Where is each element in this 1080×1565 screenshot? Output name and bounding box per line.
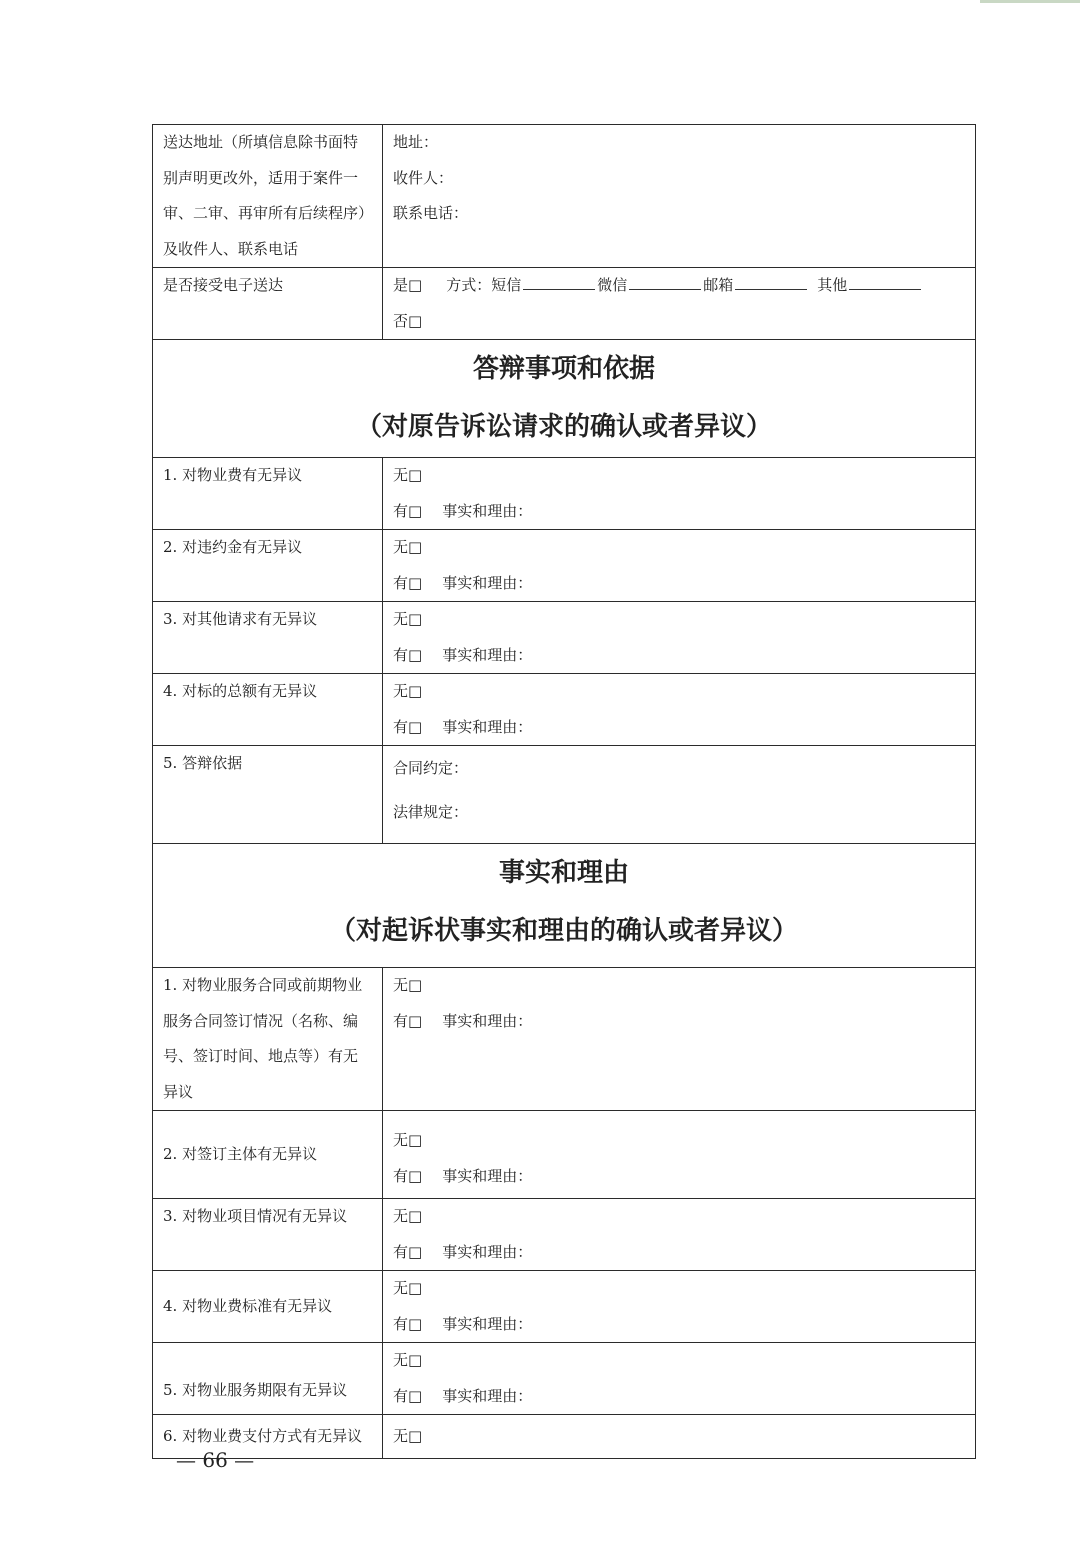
section2-heading-row <box>153 844 976 968</box>
section1-heading-row <box>153 340 976 458</box>
has-objection-checkbox[interactable]: 有□ <box>393 501 423 520</box>
s2-row-5-label: 5. 对物业服务期限有无异议 <box>153 1343 383 1415</box>
has-objection-checkbox[interactable]: 有□ <box>393 1242 423 1261</box>
legal-provision-field[interactable]: 法律规定： <box>393 803 469 821</box>
no-objection-checkbox[interactable]: 无□ <box>393 682 423 700</box>
method-label: 方式： <box>446 276 492 294</box>
s1-row-3-options <box>383 602 976 674</box>
s2-row-3-label: 3. 对物业项目情况有无异议 <box>153 1199 383 1271</box>
no-objection-checkbox[interactable]: 无□ <box>393 1131 423 1149</box>
s2-row-2-options <box>383 1111 976 1199</box>
s2-row-1 <box>153 968 976 1111</box>
wechat-blank[interactable] <box>629 275 701 290</box>
section1-heading <box>153 340 976 458</box>
s2-row-6-options <box>383 1415 976 1459</box>
s2-row-4 <box>153 1271 976 1343</box>
s2-row-5-options <box>383 1343 976 1415</box>
s2-row-2-label: 2. 对签订主体有无异议 <box>153 1111 383 1199</box>
has-objection-checkbox[interactable]: 有□ <box>393 1386 423 1405</box>
defense-form <box>152 124 976 1459</box>
s2-row-5 <box>153 1343 976 1415</box>
has-objection-checkbox[interactable]: 有□ <box>393 645 423 664</box>
sms-blank[interactable] <box>523 275 595 290</box>
phone-field[interactable]: 联系电话： <box>393 204 469 222</box>
has-objection-checkbox[interactable]: 有□ <box>393 1166 423 1185</box>
no-objection-checkbox[interactable]: 无□ <box>393 466 423 484</box>
scan-edge-mark <box>980 0 1080 3</box>
reason-label: 事实和理由： <box>442 1166 533 1185</box>
method-other: 其他 <box>817 276 848 294</box>
section2-title: 事实和理由 <box>498 858 629 888</box>
s1-row-2-label: 2. 对违约金有无异议 <box>153 530 383 602</box>
service-address-row <box>153 125 976 268</box>
has-objection-checkbox[interactable]: 有□ <box>393 573 423 592</box>
s2-row-2 <box>153 1111 976 1199</box>
reason-label: 事实和理由： <box>442 1386 533 1405</box>
reason-label: 事实和理由： <box>442 717 533 736</box>
method-sms: 短信 <box>491 276 522 294</box>
s2-row-1-label: 1. 对物业服务合同或前期物业服务合同签订情况（名称、编号、签订时间、地点等）有无异议 <box>153 968 383 1111</box>
s1-row-4 <box>153 674 976 746</box>
section1-subtitle: （对原告诉讼请求的确认或者异议） <box>355 412 772 442</box>
no-objection-checkbox[interactable]: 无□ <box>393 976 423 994</box>
address-field[interactable]: 地址： <box>393 133 439 151</box>
s1-row-3-label: 3. 对其他请求有无异议 <box>153 602 383 674</box>
no-objection-checkbox[interactable]: 无□ <box>393 610 423 628</box>
s2-row-1-options <box>383 968 976 1111</box>
other-blank[interactable] <box>849 275 921 290</box>
has-objection-checkbox[interactable]: 有□ <box>393 717 423 736</box>
reason-label: 事实和理由： <box>442 501 533 520</box>
no-objection-checkbox[interactable]: 无□ <box>393 1351 423 1369</box>
s1-row-4-options <box>383 674 976 746</box>
no-checkbox[interactable]: 否□ <box>393 311 423 330</box>
reason-label: 事实和理由： <box>442 573 533 592</box>
recipient-field[interactable]: 收件人： <box>393 168 454 187</box>
email-blank[interactable] <box>735 275 807 290</box>
s1-row-1-label: 1. 对物业费有无异议 <box>153 458 383 530</box>
reason-label: 事实和理由： <box>442 1011 533 1030</box>
s2-row-6-label: 6. 对物业费支付方式有无异议 <box>153 1415 383 1459</box>
s1-basis-label: 5. 答辩依据 <box>153 746 383 844</box>
s2-row-4-label: 4. 对物业费标准有无异议 <box>153 1271 383 1343</box>
s2-row-4-options <box>383 1271 976 1343</box>
no-objection-checkbox[interactable]: 无□ <box>393 1279 423 1297</box>
yes-checkbox[interactable]: 是□ <box>393 276 423 294</box>
section1-title: 答辩事项和依据 <box>472 354 655 384</box>
form-table <box>152 124 976 1459</box>
method-email: 邮箱 <box>703 276 734 294</box>
s1-row-1 <box>153 458 976 530</box>
no-objection-checkbox[interactable]: 无□ <box>393 1426 423 1445</box>
electronic-delivery-options <box>383 268 976 340</box>
service-address-label: 送达地址（所填信息除书面特别声明更改外，适用于案件一审、二审、再审所有后续程序）及收件人、联系电话 <box>153 125 383 268</box>
has-objection-checkbox[interactable]: 有□ <box>393 1011 423 1030</box>
no-objection-checkbox[interactable]: 无□ <box>393 1207 423 1225</box>
service-address-fields <box>383 125 976 268</box>
reason-label: 事实和理由： <box>442 1242 533 1261</box>
s1-row-3 <box>153 602 976 674</box>
method-wechat: 微信 <box>597 276 628 294</box>
section2-heading <box>153 844 976 968</box>
s1-basis-fields <box>383 746 976 844</box>
s1-row-4-label: 4. 对标的总额有无异议 <box>153 674 383 746</box>
electronic-delivery-row <box>153 268 976 340</box>
s1-row-2-options <box>383 530 976 602</box>
section2-subtitle: （对起诉状事实和理由的确认或者异议） <box>329 916 798 946</box>
electronic-delivery-label: 是否接受电子送达 <box>153 268 383 340</box>
s2-row-3 <box>153 1199 976 1271</box>
page-number: — 66 — <box>176 1448 255 1472</box>
s2-row-6 <box>153 1415 976 1459</box>
s1-row-1-options <box>383 458 976 530</box>
reason-label: 事实和理由： <box>442 1314 533 1333</box>
no-objection-checkbox[interactable]: 无□ <box>393 538 423 556</box>
has-objection-checkbox[interactable]: 有□ <box>393 1314 423 1333</box>
reason-label: 事实和理由： <box>442 645 533 664</box>
s2-row-3-options <box>383 1199 976 1271</box>
s1-basis-row <box>153 746 976 844</box>
contract-agreement-field[interactable]: 合同约定： <box>393 759 469 777</box>
s1-row-2 <box>153 530 976 602</box>
